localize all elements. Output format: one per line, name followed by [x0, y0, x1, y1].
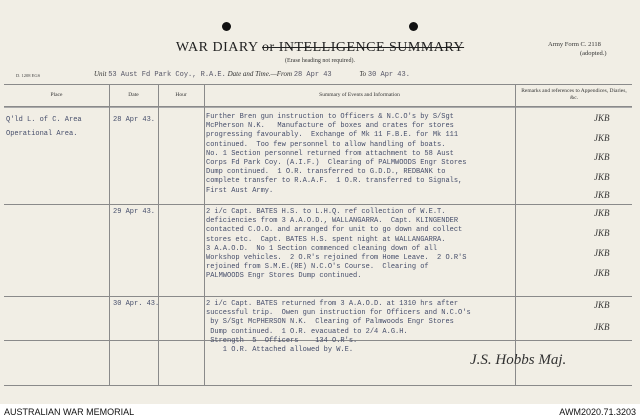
- punch-hole: [409, 22, 418, 31]
- entry-line: Further Bren gun instruction to Officers & N.C.O's by S/Sgt: [206, 113, 454, 121]
- entry-line: complete transfer to R.A.A.F. 1 O.R. transferred to Signals,: [206, 177, 463, 186]
- entry-line: 1 O.R. Attached allowed by W.E.: [206, 346, 354, 355]
- column-divider: [204, 84, 205, 385]
- entry-date: 28 Apr 43.: [113, 116, 156, 124]
- entry-line: Corps Fd Park Coy. (A.I.F.) Clearing of PALMWOODS Engr Stores: [206, 159, 467, 168]
- unit-line: [94, 70, 410, 79]
- archive-footer: [0, 404, 640, 420]
- unit-value: 53 Aust Fd Park Coy., R.A.E.: [108, 71, 226, 79]
- remark-initials: JKB: [594, 172, 610, 182]
- entry-line: 2 i/c Capt. BATES H.S. to L.H.Q. ref collection of W.E.T.: [206, 208, 446, 216]
- column-divider: [109, 84, 110, 385]
- remark-initials: JKB: [594, 152, 610, 162]
- entry-line: stores etc. Capt. BATES H.S. spent night at WALLANGARRA.: [206, 235, 446, 244]
- remark-initials: JKB: [594, 248, 610, 258]
- entry-text: [206, 208, 466, 282]
- table-bottom-rule: [4, 385, 632, 386]
- entry-line: 3 A.A.O.D. No 1 Section commenced cleaning down of all: [206, 244, 438, 253]
- entry-line: No. 1 Section personnel returned from attachment to 58 Aust: [206, 149, 454, 158]
- entry-line: Dump continued. 1 O.R. evacuated to 2/4 A.G.H.: [206, 327, 408, 336]
- entry-line: McPherson N.K. Manufacture of boxes and crates for stores: [206, 122, 454, 131]
- form-number: D. 1208 EGS: [16, 73, 41, 78]
- remark-initials: JKB: [594, 300, 610, 310]
- column-header-remarks: Remarks and references to Appendices, Diaries, &c.: [521, 88, 627, 101]
- archive-reference: AWM2020.71.3203: [559, 407, 636, 417]
- title-struck: or INTELLIGENCE SUMMARY: [262, 40, 465, 55]
- to-label: To: [359, 70, 367, 78]
- remark-initials: JKB: [594, 208, 610, 218]
- column-header-place: Place: [50, 92, 63, 98]
- remark-initials: JKB: [594, 322, 610, 332]
- entry-line: 2 i/c Capt. BATES returned from 3 A.A.O.D. at 1310 hrs after: [206, 300, 459, 308]
- entry-line: successful trip. Owen gun instruction for Officers and N.C.O's: [206, 309, 471, 318]
- entry-date: 29 Apr 43.: [113, 208, 156, 216]
- erase-note: (Erase heading not required).: [285, 58, 355, 64]
- army-form-adopted: (adopted.): [580, 50, 607, 57]
- archive-name: AUSTRALIAN WAR MEMORIAL: [4, 407, 135, 417]
- column-header-summary: Summary of Events and Information: [319, 92, 400, 98]
- entry-text: [206, 113, 466, 196]
- row-rule: [4, 204, 632, 205]
- remark-initials: JKB: [594, 228, 610, 238]
- entry-line: First Aust Army.: [206, 186, 274, 195]
- column-header-date: Date: [128, 92, 139, 98]
- date-label: Date and Time.—From: [227, 70, 293, 78]
- entry-line: deficiencies from 3 A.A.O.D., WALLANGARRA. Capt. KLINGENDER: [206, 217, 459, 226]
- column-divider: [158, 84, 159, 385]
- unit-label: Unit: [94, 70, 107, 78]
- remark-initials: JKB: [594, 190, 610, 200]
- entry-date: 30 Apr. 43.: [113, 300, 160, 308]
- header-rule: [4, 107, 632, 108]
- remark-initials: JKB: [594, 113, 610, 123]
- entry-line: by S/Sgt McPHERSON N.K. Clearing of Palmwoods Engr Stores: [206, 318, 454, 327]
- place-line-1: Q'ld L. of C. Area: [6, 116, 82, 124]
- punch-hole: [222, 22, 231, 31]
- entry-line: continued. Too few personnel to allow handling of boats.: [206, 140, 446, 149]
- entry-line: progressing favourably. Exchange of Mk 11 F.B.E. for Mk 111: [206, 131, 459, 140]
- remark-initials: JKB: [594, 268, 610, 278]
- table-top-rule: [4, 84, 632, 85]
- remark-initials: JKB: [594, 133, 610, 143]
- signature: J.S. Hobbs Maj.: [470, 352, 567, 368]
- entry-line: contacted C.O.O. and arranged for unit to go down and collect: [206, 226, 463, 235]
- army-form: [548, 40, 607, 58]
- row-rule: [4, 296, 632, 297]
- place-line-2: Operational Area.: [6, 130, 78, 138]
- date-to: 30 Apr 43.: [367, 71, 410, 79]
- column-header-hour: Hour: [175, 92, 187, 98]
- entry-line: PALMWOODS Engr Stores Dump continued.: [206, 272, 362, 281]
- entry-line: Strength 5 Officers 134 O.R's.: [206, 336, 358, 345]
- entry-line: Workshop vehicles. 2 O.R's rejoined from Home Leave. 2 O.R'S: [206, 254, 467, 263]
- column-divider: [515, 84, 516, 385]
- page-title: [0, 40, 640, 56]
- entry-line: rejoined from S.M.E.(RE) N.C.O's Course. Clearing of: [206, 263, 429, 272]
- date-from: 28 Apr 43: [293, 71, 332, 79]
- entry-line: Dump continued. 1 O.R. transferred to G.D.D., REDBANK to: [206, 168, 446, 177]
- army-form-number: Army Form C. 2118: [548, 41, 601, 48]
- entry-text: [206, 300, 471, 355]
- title-main: WAR DIARY: [175, 40, 259, 55]
